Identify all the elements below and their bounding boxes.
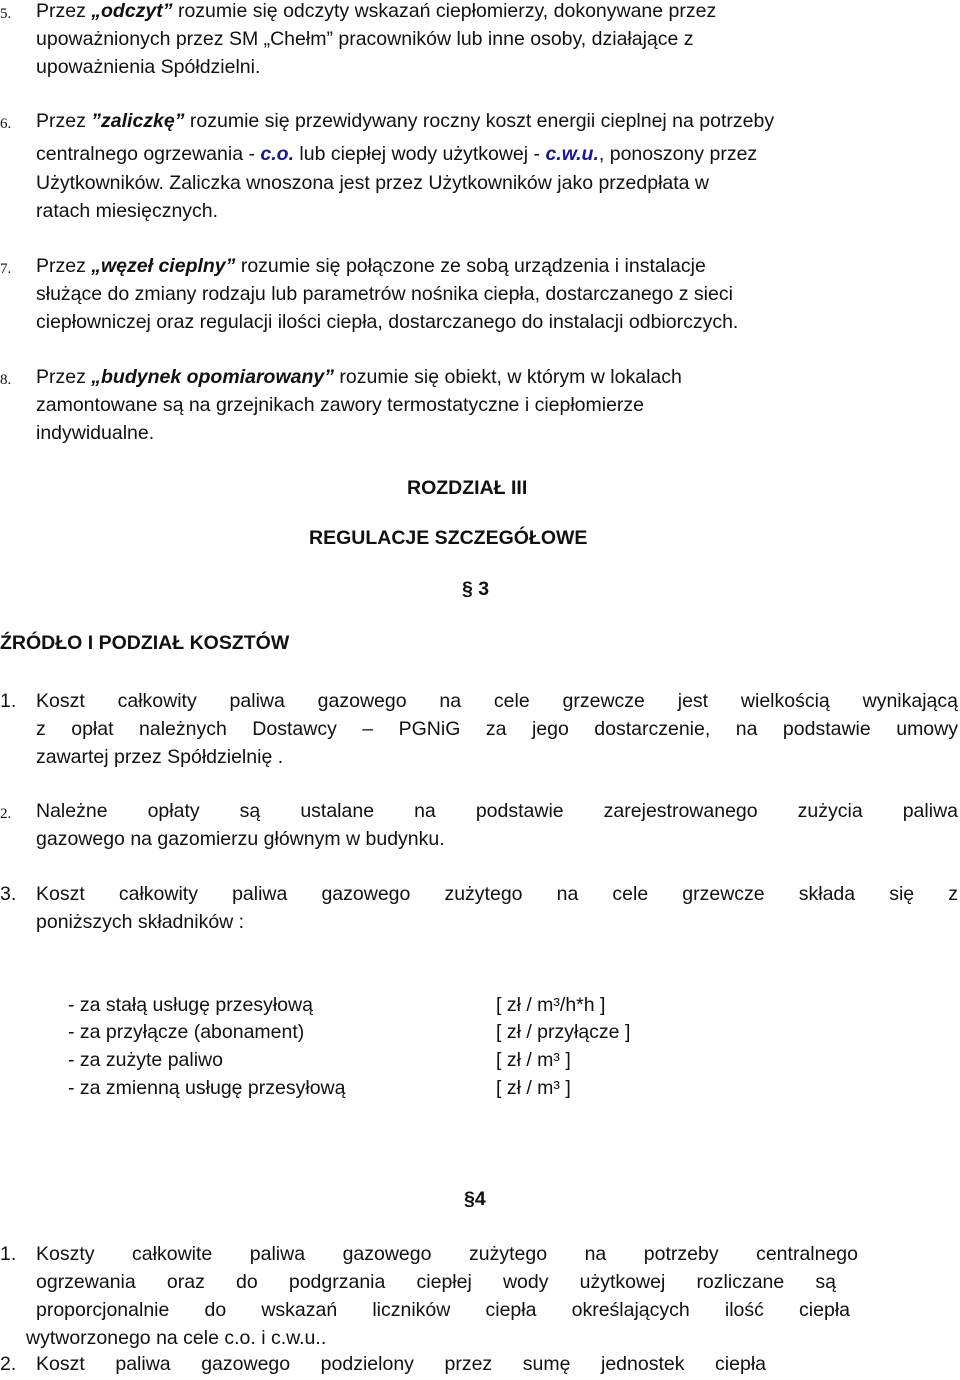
defined-term: ”zaliczkę” [91,110,185,132]
point-number: 3. [0,883,17,905]
component-label: - za zmienną usługę przesyłową [68,1077,346,1099]
text-line: Użytkowników. Zaliczka wnoszona jest przez Użytkowników jako przedpłata w [36,172,710,194]
text-fragment: Przez [36,255,92,277]
point-number: 1. [0,690,17,712]
text-line: Koszty całkowite paliwa gazowego zużytego na potrzeby centralnego [36,1243,858,1265]
text-line: wytworzonego na cele c.o. i c.w.u.. [26,1327,327,1349]
text-line: upoważnienia Spółdzielni. [36,56,261,78]
text-line: Koszt całkowity paliwa gazowego na cele grzewcze jest wielkością wynikającą [36,690,958,712]
component-label: - za przyłącze (abonament) [68,1021,305,1043]
text-line: ratach miesięcznych. [36,200,219,222]
text-fragment: , ponoszony przez [598,143,758,165]
chapter-title: REGULACJE SZCZEGÓŁOWE [309,527,588,549]
text-fragment: rozumie się obiekt, w którym w lokalach [333,366,682,388]
text-line: Koszt całkowity paliwa gazowego zużytego na cele grzewcze składa się z [36,883,958,905]
paragraph-number: 6. [0,116,12,132]
abbreviation-cwu: c.w.u. [545,143,599,165]
text-line: zamontowane są na grzejnikach zawory termostatyczne i ciepłomierze [36,394,645,416]
abbreviation-co: c.o. [260,143,294,165]
defined-term: „odczyt” [91,0,173,22]
text-line: służące do zmiany rodzaju lub parametrów nośnika ciepła, dostarczanego z sieci [36,283,733,305]
text-line [36,366,682,389]
text-fragment: Przez [36,366,92,388]
text-line [36,255,706,278]
point-number: 2. [0,806,12,822]
defined-term: „budynek opomiarowany” [91,366,334,388]
text-line: poniższych składników : [36,911,245,933]
paragraph-number: 8. [0,372,12,388]
text-fragment: rozumie się odczyty wskazań ciepłomierzy, dokonywane przez [172,0,717,22]
defined-term: „węzeł cieplny” [91,255,236,277]
subheading: ŹRÓDŁO I PODZIAŁ KOSZTÓW [0,632,290,654]
section-marker-3: § 3 [462,578,490,600]
component-unit: [ zł / m³/h*h ] [496,994,606,1016]
text-fragment: lub ciepłej wody użytkowej - [293,143,546,165]
paragraph-number: 5. [0,6,12,22]
text-line: gazowego na gazomierzu głównym w budynku. [36,828,445,850]
text-line: z opłat należnych Dostawcy – PGNiG za jego dostarczenie, na podstawie umowy [36,718,958,740]
text-line [36,143,757,166]
text-line: Koszt paliwa gazowego podzielony przez sumę jednostek ciepła [36,1353,766,1375]
text-line: upoważnionych przez SM „Chełm” pracowników lub inne osoby, działające z [36,28,694,50]
point-number: 2. [0,1353,17,1375]
text-fragment: rozumie się przewidywany roczny koszt energii cieplnej na potrzeby [184,110,775,132]
component-unit: [ zł / przyłącze ] [496,1021,631,1043]
component-label: - za stałą usługę przesyłową [68,994,313,1016]
section-marker-4: §4 [464,1188,486,1210]
text-fragment: rozumie się połączone ze sobą urządzenia i instalacje [235,255,706,277]
text-line: Należne opłaty są ustalane na podstawie zarejestrowanego zużycia paliwa [36,800,958,822]
component-unit: [ zł / m³ ] [496,1077,571,1099]
text-line [36,0,716,23]
component-unit: [ zł / m³ ] [496,1049,571,1071]
text-fragment: Przez [36,110,92,132]
text-line [36,110,774,133]
paragraph-number: 7. [0,261,12,277]
text-fragment: centralnego ogrzewania - [36,143,261,165]
text-line: ciepłowniczej oraz regulacji ilości ciepła, dostarczanego do instalacji odbiorczych. [36,311,739,333]
point-number: 1. [0,1243,17,1265]
component-label: - za zużyte paliwo [68,1049,223,1071]
text-fragment: Przez [36,0,92,22]
text-line: zawartej przez Spółdzielnię . [36,746,284,768]
text-line: proporcjonalnie do wskazań liczników ciepła określających ilość ciepła [36,1299,850,1321]
text-line: indywidualne. [36,422,155,444]
chapter-heading: ROZDZIAŁ III [407,477,528,499]
text-line: ogrzewania oraz do podgrzania ciepłej wody użytkowej rozliczane są [36,1271,836,1293]
